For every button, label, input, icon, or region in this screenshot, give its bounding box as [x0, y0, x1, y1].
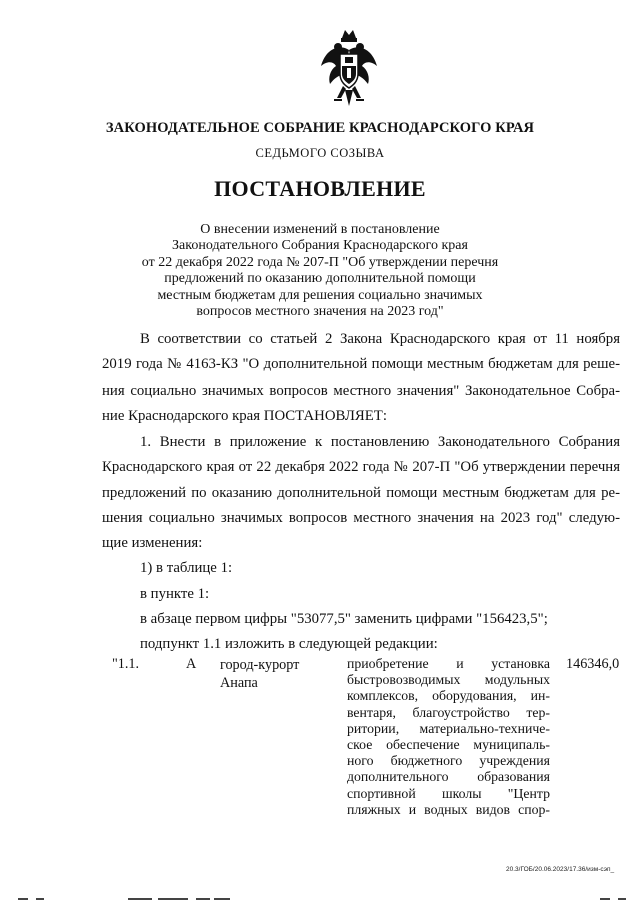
description-line: приобретение и установка [347, 656, 550, 671]
description-line: ское обеспечение муниципаль- [347, 737, 550, 753]
row-description [347, 656, 550, 818]
preamble-line: ние Краснодарского края ПОСТАНОВЛЯЕТ: [102, 408, 387, 424]
subject-line: Законодательного Собрания Краснодарского края [172, 238, 468, 254]
sub-item: 1) в таблице 1: [140, 560, 233, 576]
description-line: ного бюджетного учреждения [347, 753, 550, 769]
item1-line: щие изменения: [102, 535, 203, 551]
item1-line: 1. Внести в приложение к постановлению Законодательного Собрания [140, 434, 620, 450]
description-line: быстровозводимых модульных [347, 672, 550, 688]
row-amount: 146346,0 [566, 656, 620, 672]
description-line: вентаря, благоустройство тер- [347, 704, 550, 720]
description-line: пляжных и водных видов спор- [347, 801, 550, 817]
preamble-line: В соответствии со статьей 2 Закона Краснодарского края от 11 ноября [140, 331, 620, 347]
description-line: ритории, материально-техниче- [347, 720, 550, 736]
document-type-title: ПОСТАНОВЛЕНИЕ [214, 176, 426, 201]
item1-line: Краснодарского края от 22 декабря 2022 года № 207-П "Об утверждении перечня [102, 459, 620, 475]
preamble-line: ния социально значимых вопросов местного значения" Законодательное Собра- [102, 383, 620, 399]
description-line: дополнительного образования [347, 769, 550, 785]
subject-line: от 22 декабря 2022 года № 207-П "Об утверждении перечня [141, 254, 499, 270]
krasnodar-coat-of-arms-icon [318, 26, 380, 110]
row-municipality [220, 656, 299, 692]
municipality-line: Анапа [220, 675, 258, 691]
description-line: комплексов, оборудования, ин- [347, 688, 550, 704]
row-category: А [186, 656, 197, 672]
sub-item: в абзаце первом цифры "53077,5" заменить цифрами "156423,5"; [140, 611, 548, 627]
subject-line: местным бюджетам для решения социально значимых [157, 287, 483, 303]
sub-item: подпункт 1.1 изложить в следующей редакции: [140, 636, 438, 652]
description-line: спортивной школы "Центр [347, 785, 550, 801]
item1-line: предложений по оказанию дополнительной помощи местным бюджетам для ре- [102, 485, 620, 501]
subject-line: предложений по оказанию дополнительной помощи [164, 271, 476, 287]
item1-line: шения социально значимых вопросов местного значения на 2023 год" следую- [102, 510, 620, 526]
subject-line: вопросов местного значения на 2023 год" [196, 304, 444, 320]
organization-title: ЗАКОНОДАТЕЛЬНОЕ СОБРАНИЕ КРАСНОДАРСКОГО КРАЯ [105, 120, 535, 136]
document-code: 20.3/ГОБ/20.06.2023/17.36/изм-сэп_ [506, 866, 615, 873]
document-subject [0, 222, 640, 320]
convocation-subtitle: СЕДЬМОГО СОЗЫВА [255, 146, 385, 160]
row-number: "1.1. [112, 656, 140, 672]
scan-edge-marks [0, 896, 640, 902]
municipality-line: город-курорт [220, 657, 300, 673]
sub-item: в пункте 1: [140, 586, 210, 602]
subject-line: О внесении изменений в постановление [200, 222, 440, 237]
preamble-line: 2019 года № 4163-КЗ "О дополнительной помощи местным бюджетам для реше- [102, 356, 620, 372]
